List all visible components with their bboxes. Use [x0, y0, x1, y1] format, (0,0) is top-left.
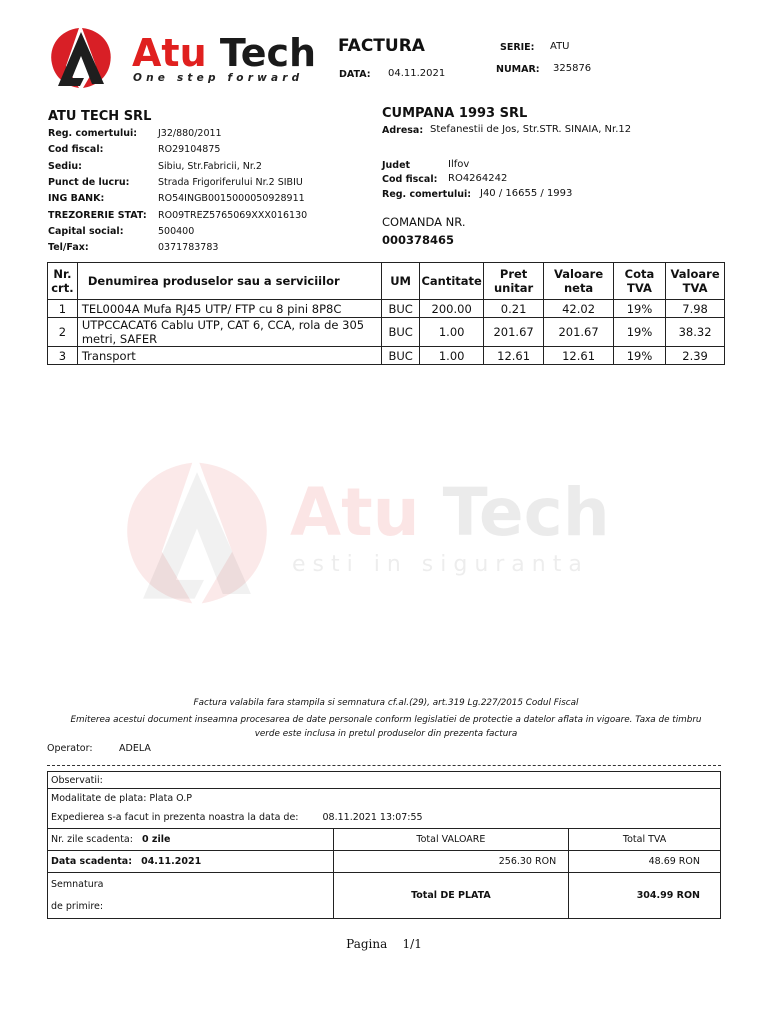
item-cota-tva: 19% [613, 318, 665, 347]
brand-name-tech: Tech [206, 31, 317, 75]
header-nr: Nr. crt. [48, 263, 78, 300]
scadenta-value: 04.11.2021 [141, 856, 202, 867]
item-um: BUC [381, 300, 420, 318]
supplier-row-value: Sibiu, Str.Fabricii, Nr.2 [158, 160, 262, 172]
item-nr: 1 [48, 300, 78, 318]
item-nr: 2 [48, 318, 78, 347]
supplier-row-label: Reg. comertului: [48, 128, 138, 139]
brand-name-atu: Atu [132, 31, 207, 75]
item-cota-tva: 19% [613, 347, 665, 365]
item-valoare-neta: 201.67 [544, 318, 613, 347]
table-row [48, 300, 725, 318]
watermark-tagline: esti in siguranta [292, 552, 589, 577]
supplier-row-label: Capital social: [48, 225, 124, 237]
total-valoare-label: Total VALOARE [333, 829, 569, 851]
item-desc: UTPCCACAT6 Cablu UTP, CAT 6, CCA, rola de 305 metri, SAFER [77, 318, 381, 347]
page-label: Pagina [346, 937, 388, 951]
item-nr: 3 [48, 347, 78, 365]
operator-label: Operator: [47, 743, 93, 754]
item-valoare-neta: 12.61 [544, 347, 613, 365]
page-number [0, 937, 768, 951]
data-value: 04.11.2021 [388, 68, 446, 79]
item-um: BUC [381, 318, 420, 347]
serie-label: SERIE: [500, 42, 535, 53]
item-valoare-tva: 7.98 [666, 300, 725, 318]
semnatura-label-2: de primire: [51, 900, 104, 912]
total-tva-label: Total TVA [569, 829, 721, 851]
numar-value: 325876 [553, 63, 592, 74]
page-value: 1/1 [402, 937, 422, 951]
total-valoare: 256.30 RON [333, 851, 569, 873]
watermark-name-tech: Tech [419, 474, 610, 551]
semnatura-label-1: Semnatura [51, 878, 104, 890]
expediere-label: Expedierea s-a facut in prezenta noastra la data de: [51, 812, 299, 824]
item-qty: 1.00 [420, 318, 483, 347]
client-judet-label: Judet [382, 160, 411, 171]
supplier-row-label: Punct de lucru: [48, 176, 130, 188]
item-um: BUC [381, 347, 420, 365]
header-pret-unitar: Pret unitar [483, 263, 544, 300]
legal-note: Factura valabila fara stampila si semnatura cf.al.(29), art.319 Lg.227/2015 Codul Fiscal [193, 698, 579, 708]
item-cota-tva: 19% [613, 300, 665, 318]
comanda-number: 000378465 [382, 233, 455, 247]
item-pret-unitar: 0.21 [483, 300, 544, 318]
total-tva: 48.69 RON [569, 851, 721, 873]
supplier-row-value: RO54INGB0015000050928911 [158, 193, 305, 205]
supplier-row-label: Sediu: [48, 160, 82, 172]
observatii: Observatii: [48, 772, 721, 789]
operator-name: ADELA [119, 743, 151, 754]
item-pret-unitar: 201.67 [483, 318, 544, 347]
supplier-row-label: Cod fiscal: [48, 144, 104, 156]
client-name: CUMPANA 1993 SRL [382, 106, 528, 121]
item-valoare-tva: 2.39 [666, 347, 725, 365]
total-plata-label: Total DE PLATA [333, 873, 569, 919]
expediere-date: 08.11.2021 13:07:55 [322, 812, 423, 824]
supplier-row-value: RO09TREZ5765069XXX016130 [158, 209, 308, 221]
item-qty: 200.00 [420, 300, 483, 318]
client-cod-label: Cod fiscal: [382, 174, 438, 185]
client-cod: RO4264242 [448, 173, 508, 184]
supplier-row-value: 0371783783 [158, 242, 219, 254]
table-row [48, 318, 725, 347]
expediere-row [48, 808, 721, 829]
watermark-name [290, 474, 610, 551]
supplier-name: ATU TECH SRL [48, 109, 152, 124]
supplier-row-label: TREZORERIE STAT: [48, 209, 147, 221]
item-qty: 1.00 [420, 347, 483, 365]
supplier-row-value: 500400 [158, 225, 195, 237]
item-valoare-tva: 38.32 [666, 318, 725, 347]
data-scadenta-cell [48, 851, 334, 873]
client-adresa: Stefanestii de Jos, Str.STR. SINAIA, Nr.12 [430, 124, 632, 135]
footer-table [47, 771, 721, 919]
header-valoare-neta: Valoare neta [544, 263, 613, 300]
supplier-row-value: Strada Frigoriferului Nr.2 SIBIU [158, 176, 303, 188]
semnatura-cell [48, 873, 334, 919]
watermark-name-atu: Atu [290, 474, 420, 551]
header-cota-tva: Cota TVA [613, 263, 665, 300]
scadenta-label: Data scadenta: [51, 856, 133, 867]
item-pret-unitar: 12.61 [483, 347, 544, 365]
table-row [48, 347, 725, 365]
header-cantitate: Cantitate [420, 263, 483, 300]
atu-tech-logo-icon [46, 26, 116, 90]
supplier-row-label: Tel/Fax: [48, 242, 89, 254]
item-desc: Transport [77, 347, 381, 365]
items-table [47, 262, 725, 365]
supplier-row-label: ING BANK: [48, 193, 105, 205]
item-desc: TEL0004A Mufa RJ45 UTP/ FTP cu 8 pini 8P8C [77, 300, 381, 318]
modalitate-plata: Modalitate de plata: Plata O.P [48, 789, 721, 808]
separator-dashed [47, 765, 721, 766]
serie-value: ATU [550, 41, 570, 52]
client-adresa-label: Adresa: [382, 125, 424, 136]
client-reg: J40 / 16655 / 1993 [480, 188, 573, 199]
supplier-row-value: J32/880/2011 [158, 128, 222, 139]
brand-tagline: One step forward [133, 72, 304, 84]
watermark-logo-icon [112, 458, 282, 608]
items-body [48, 300, 725, 365]
header-denumire: Denumirea produselor sau a serviciilor [77, 263, 381, 300]
item-valoare-neta: 42.02 [544, 300, 613, 318]
comanda-label: COMANDA NR. [382, 215, 466, 229]
privacy-note: Emiterea acestui document inseamna procesarea de date personale conform legislatiei de protectie a datelor aflata in vigoare. Taxa de timbru verde este inclusa in pretul produselor din prezenta factura [70, 715, 702, 739]
zile-scadenta-cell [48, 829, 334, 851]
header-um: UM [381, 263, 420, 300]
total-plata: 304.99 RON [569, 873, 721, 919]
numar-label: NUMAR: [496, 64, 540, 75]
items-header-row [48, 263, 725, 300]
client-reg-label: Reg. comertului: [382, 189, 472, 200]
client-judet: Ilfov [448, 159, 470, 170]
zile-value: 0 zile [142, 834, 171, 845]
document-title: FACTURA [338, 36, 425, 56]
data-label: DATA: [339, 69, 371, 80]
supplier-row-value: RO29104875 [158, 144, 221, 156]
zile-label: Nr. zile scadenta: [51, 834, 133, 845]
header-valoare-tva: Valoare TVA [666, 263, 725, 300]
brand-name [132, 31, 317, 75]
